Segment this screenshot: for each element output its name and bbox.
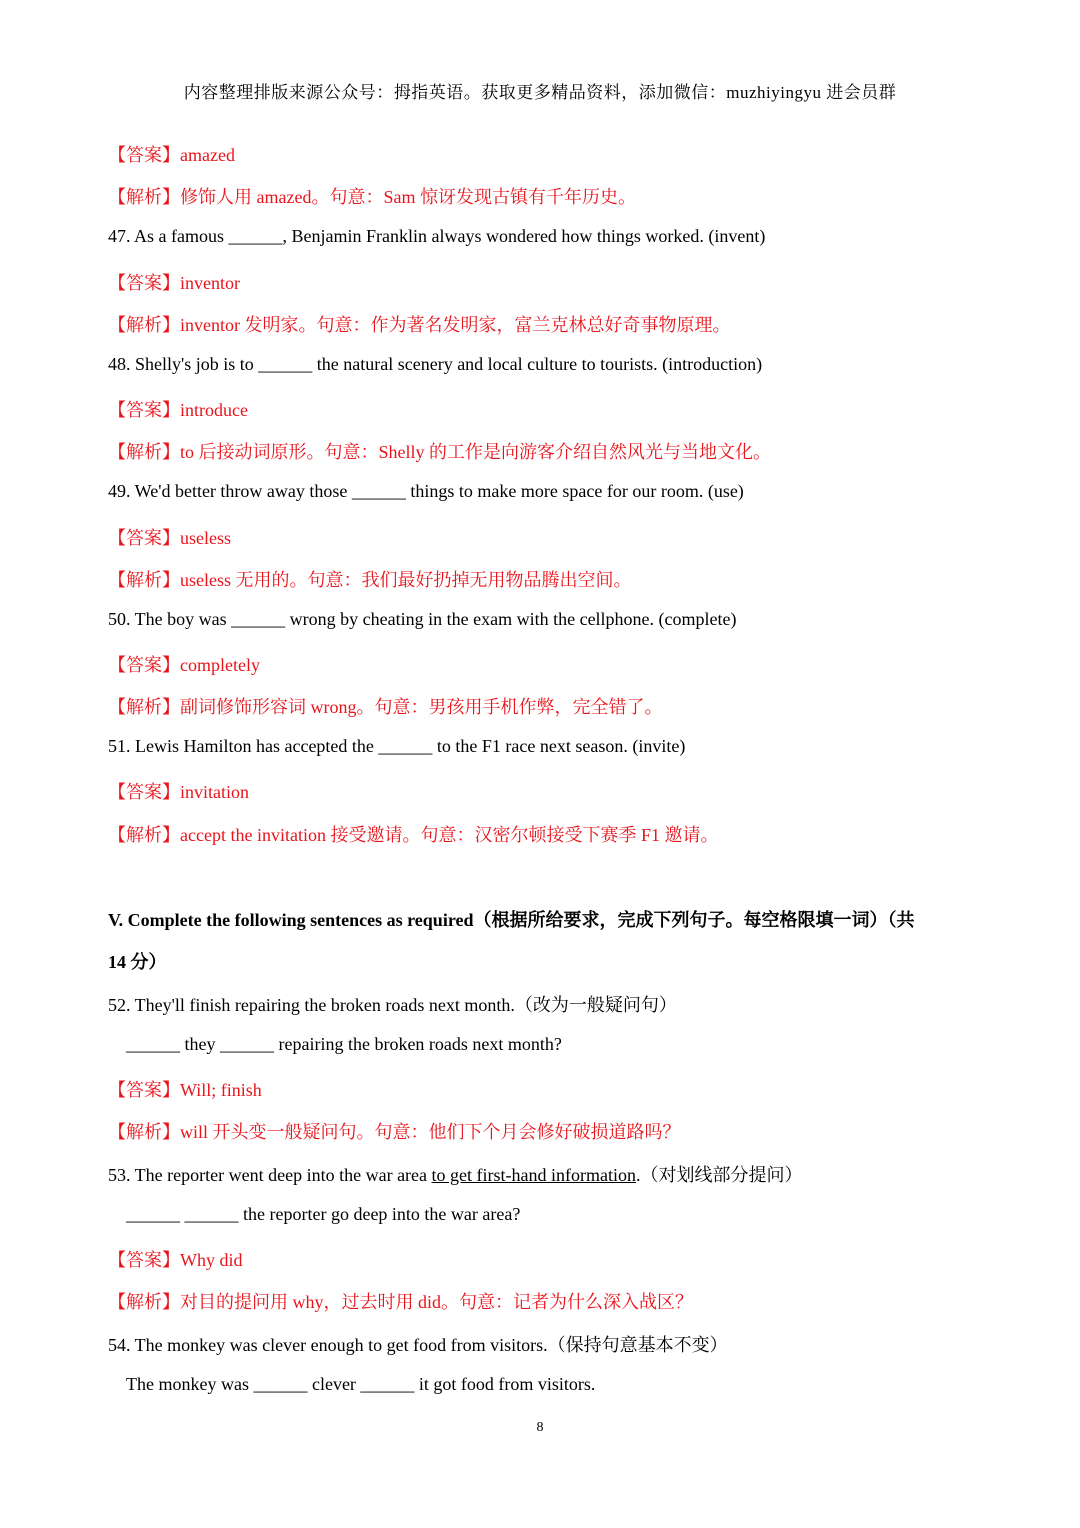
answer-50: 【答案】completely — [108, 655, 260, 675]
answer-51: 【答案】invitation — [108, 782, 249, 802]
question-47: 47. As a famous ______, Benjamin Franklin always wondered how things worked. (invent) — [108, 226, 766, 246]
question-48: 48. Shelly's job is to ______ the natural scenery and local culture to tourists. (introduction) — [108, 354, 763, 374]
answer-49: 【答案】useless — [108, 528, 231, 548]
question-51: 51. Lewis Hamilton has accepted the ______ to the F1 race next season. (invite) — [108, 736, 686, 756]
page-number: 8 — [536, 1420, 544, 1435]
question-54-blank: The monkey was ______ clever ______ it got food from visitors. — [126, 1374, 596, 1394]
question-53-blank: ______ ______ the reporter go deep into the war area? — [126, 1204, 521, 1224]
analysis-52: 【解析】will 开头变一般疑问句。句意：他们下个月会修好破损道路吗？ — [108, 1122, 681, 1142]
analysis-53: 【解析】对目的提问用 why，过去时用 did。句意：记者为什么深入战区？ — [108, 1292, 693, 1312]
question-54: 54. The monkey was clever enough to get food from visitors.（保持句意基本不变） — [108, 1335, 728, 1355]
question-52: 52. They'll finish repairing the broken roads next month.（改为一般疑问句） — [108, 995, 677, 1015]
answer-52: 【答案】Will; finish — [108, 1080, 262, 1100]
analysis-49: 【解析】useless 无用的。句意：我们最好扔掉无用物品腾出空间。 — [108, 570, 632, 590]
page-header: 内容整理排版来源公众号：拇指英语。获取更多精品资料，添加微信：muzhiyingyu 进会员群 — [183, 83, 897, 102]
analysis-48: 【解析】to 后接动词原形。句意：Shelly 的工作是向游客介绍自然风光与当地文化。 — [108, 442, 771, 462]
answer-53: 【答案】Why did — [108, 1250, 243, 1270]
section-heading: V. Complete the following sentences as required（根据所给要求，完成下列句子。每空格限填一词）（共 — [108, 910, 915, 930]
analysis-50: 【解析】副词修饰形容词 wrong。句意：男孩用手机作弊，完全错了。 — [108, 697, 663, 717]
answer-47: 【答案】inventor — [108, 273, 240, 293]
question-49: 49. We'd better throw away those ______ things to make more space for our room. (use) — [108, 481, 744, 501]
question-50: 50. The boy was ______ wrong by cheating in the exam with the cellphone. (complete) — [108, 609, 737, 629]
answer-48: 【答案】introduce — [108, 400, 248, 420]
question-52-blank: ______ they ______ repairing the broken roads next month? — [126, 1034, 562, 1054]
analysis-47: 【解析】inventor 发明家。句意：作为著名发明家，富兰克林总好奇事物原理。 — [108, 315, 731, 335]
analysis-51: 【解析】accept the invitation 接受邀请。句意：汉密尔顿接受下赛季 F1 邀请。 — [108, 825, 719, 845]
question-53 — [108, 1161, 802, 1187]
question-53-underlined: to get first-hand information — [431, 1165, 636, 1185]
section-heading-score: 14 分） — [108, 952, 167, 972]
question-53-post: .（对划线部分提问） — [635, 1165, 803, 1185]
question-53-pre: 53. The reporter went deep into the war area — [108, 1165, 432, 1185]
answer-46: 【答案】amazed — [108, 145, 235, 165]
analysis-46: 【解析】修饰人用 amazed。句意：Sam 惊讶发现古镇有千年历史。 — [108, 187, 636, 207]
